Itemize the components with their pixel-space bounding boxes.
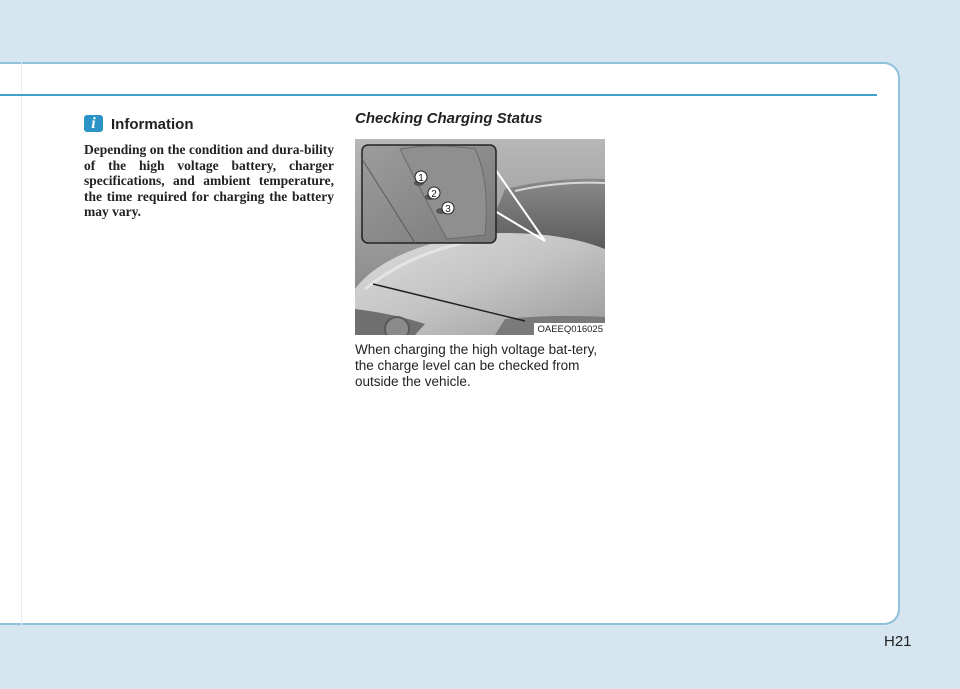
left-margin-rule [21, 62, 22, 625]
header-rule [0, 94, 877, 96]
section-title: Checking Charging Status [355, 110, 543, 127]
information-icon: i [84, 115, 103, 132]
info-title: Information [111, 116, 194, 133]
svg-text:2: 2 [431, 189, 437, 200]
section-body: When charging the high voltage bat-tery, the charge level can be checked from outside the vehicle. [355, 342, 598, 389]
page-number: H21 [884, 633, 912, 650]
car-figure [355, 139, 605, 335]
car-illustration [355, 139, 605, 335]
svg-text:3: 3 [445, 204, 451, 215]
svg-text:1: 1 [418, 173, 424, 184]
figure-code: OAEEQ016025 [534, 323, 606, 335]
info-body: Depending on the condition and dura-bility of the high voltage battery, charger specifications, and ambient temperature, the time required for charging the battery may vary. [84, 142, 334, 220]
